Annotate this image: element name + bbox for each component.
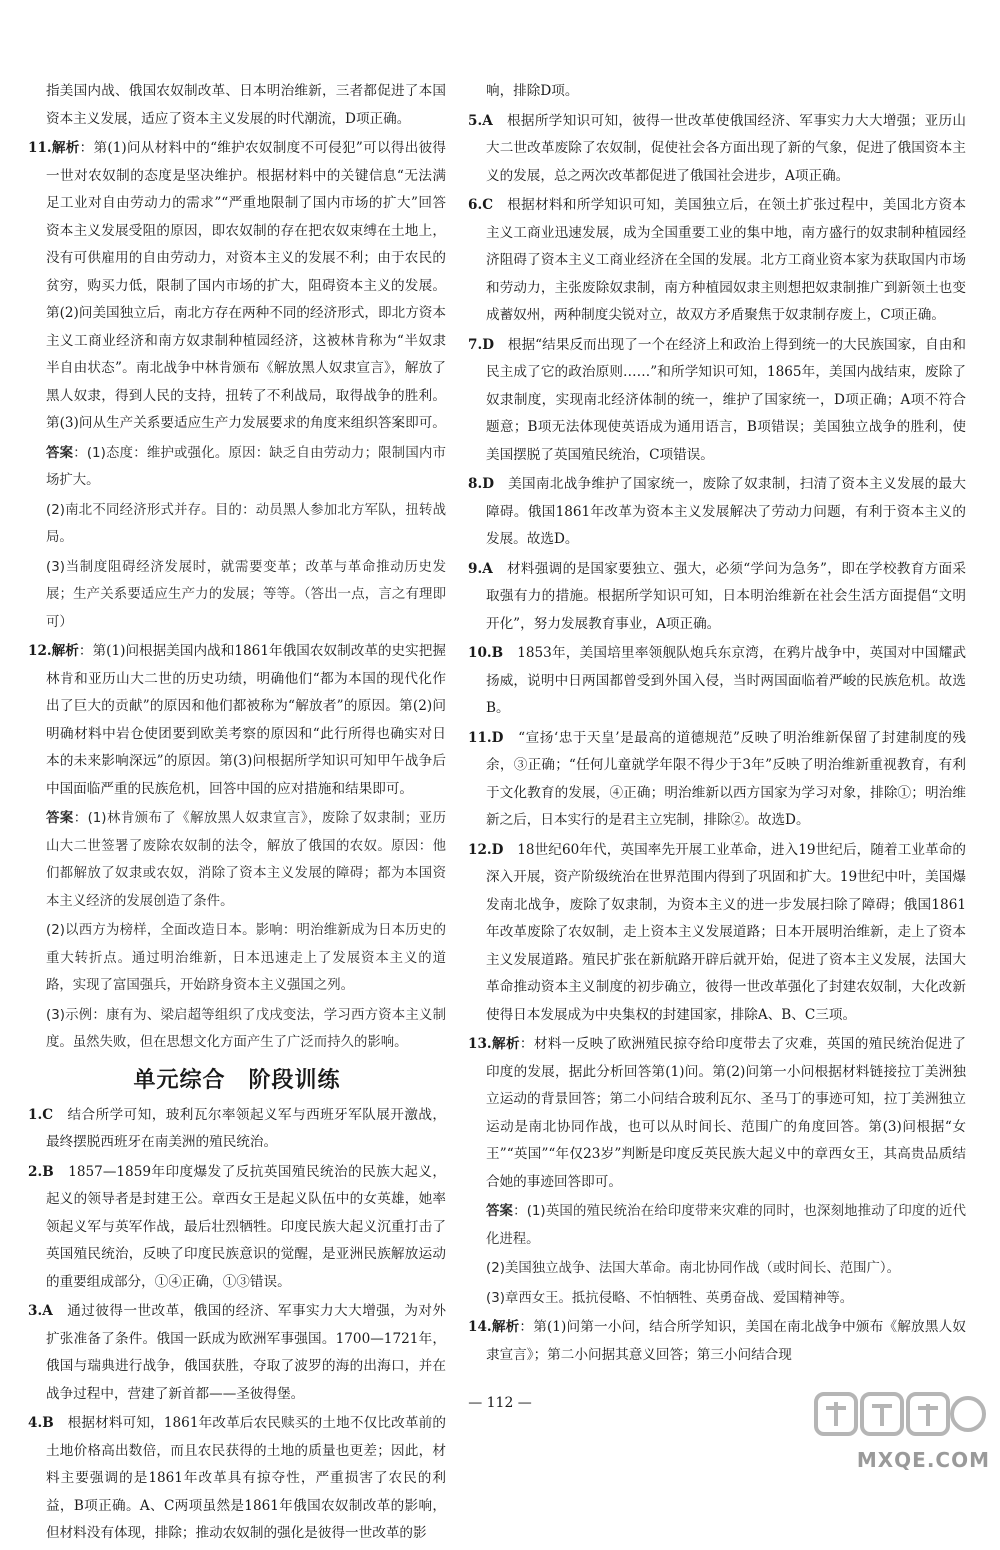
- left-q11-answer-3: (3)当制度阻碍经济发展时，就需要变革；改革与革命推动历史发展；生产关系要适应生产力的发展；等等。（答出一点，言之有理即可）: [46, 559, 446, 630]
- question-text: 通过彼得一世改革，俄国的经济、军事实力大大增强，为对外扩张准备了条件。俄国一跃成为欧洲军事强国。1700—1721年，俄国与瑞典进行战争，俄国获胜，夺取了波罗的海的出海口，并在战争过程中，营建了新首都——圣彼得堡。: [46, 1303, 447, 1402]
- right-question-5: [468, 108, 966, 191]
- question-text: 结合所学可知，玻利瓦尔率领起义军与西班牙军队展开激战，最终摆脱西班牙在南美洲的殖民统治。: [46, 1106, 447, 1150]
- left-question-12: 12.解析：第(1)问根据美国内战和1861年俄国农奴制改革的史实把握林肯和亚历山大二世的历史功绩，明确他们“都为本国的现代化作出了巨大的贡献”的原因和他们都被称为“解放者”的原因。第(2)问明确材料中岩仓使团要到欧美考察的原因和“此行所得也确实对日本的未来影响深远”的原因。第(3)问根据所学知识可知甲午战争后中国面临严重的民族危机，回答中国的应对措施和结果即可。: [28, 643, 447, 797]
- answer-choice: D: [482, 476, 494, 492]
- question-number: 1.: [28, 1106, 43, 1123]
- left-question-2: [28, 1159, 446, 1297]
- analysis-text: 第(1)问从材料中的“维护农奴制度不可侵犯”可以得出彼得一世对农奴制的态度是坚决维护。根据材料中的关键信息“无法满足工业对自由劳动力的需求”“严重地限制了国内市场的扩大”回答资本主义发展受阻的原因，即农奴制的存在把农奴束缚在土地上，没有可供雇用的自由劳动力，对资本主义的发展不利；由于农民的贫穷，购买力低，限制了国内市场的扩大，阻碍资本主义的发展。第(2)问美国独立后，南北方存在两种不同的经济形式，即北方资本主义工商业经济和南方奴隶制种植园经济，这被林肯称为“半奴隶半自由状态”。南北战争中林肯颁布《解放黑人奴隶宣言》，解放了黑人奴隶，得到人民的支持，扭转了不利战局，取得战争的胜利。第(3)问从生产关系要适应生产力发展要求的角度来组织答案即可。: [46, 140, 447, 431]
- question-text: 根据材料和所学知识可知，美国独立后，在领土扩张过程中，美国北方资本主义工商业迅速发展，成为全国重要工业的集中地，南方盛行的奴隶制种植园经济阻碍了资本主义工商业经济在全国的发展。北方工商业资本家为获取国内市场和劳动力，主张废除奴隶制，南方种植园奴隶主则想把奴隶制推广到新领土也变成蓄奴州，两种制度尖锐对立，故双方矛盾聚焦于奴隶制存废上，C项正确。: [486, 197, 967, 323]
- question-text: 1857—1859年印度爆发了反抗英国殖民统治的民族大起义，起义的领导者是封建王公。章西女王是起义队伍中的女英雄，她率领起义军与英军作战，最后壮烈牺牲。印度民族大起义沉重打击了英国殖民统治，反映了印度民族意识的觉醒，是亚洲民族解放运动的重要组成部分，①④正确，①③错误。: [46, 1163, 446, 1290]
- left-q12-answer-3: (3)示例：康有为、梁启超等组织了戊戌变法，学习西方资本主义制度。虽然失败，但在思想文化方面产生了广泛而持久的影响。: [46, 1007, 446, 1050]
- left-q12-answer-2: (2)以西方为榜样，全面改造日本。影响：明治维新成为日本历史的重大转折点。通过明治维新，日本迅速走上了发展资本主义的道路，实现了富国强兵，开始跻身资本主义强国之列。: [46, 923, 446, 993]
- answer-choice: D: [491, 841, 504, 858]
- right-question-7: [468, 332, 966, 470]
- question-number: 4.: [28, 1415, 43, 1431]
- answer-choice: B: [491, 645, 504, 661]
- answer-choice: C: [42, 1106, 54, 1123]
- question-number: 6.: [468, 197, 483, 213]
- analysis-text: 第(1)问根据美国内战和1861年俄国农奴制改革的史实把握林肯和亚历山大二世的历史功绩，明确他们“都为本国的现代化作出了巨大的贡献”的原因和他们都被称为“解放者”的原因。第(2)问明确材料中岩仓使团要到欧美考察的原因和“此行所得也确实对日本的未来影响深远”的原因。第(3)问根据所学知识可知甲午战争后中国面临严重的民族危机，回答中国的应对措施和结果即可。: [46, 643, 447, 797]
- answer-part-1: (1)林肯颁布了《解放黑人奴隶宣言》，废除了奴隶制；亚历山大二世签署了废除农奴制的法令，解放了俄国的农奴。原因：他们都解放了奴隶或农奴，消除了资本主义发展的障碍；都为本国资本主义经济的发展创造了条件。: [46, 811, 447, 909]
- question-text: 根据“结果反而出现了一个在经济上和政治上得到统一的大民族国家，自由和民主成了它的政治原则……”和所学知识可知，1865年，美国内战结束，废除了奴隶制度，实现南北经济体制的统一，维护了国家统一，D项正确；A项不符合题意；B项无法体现使英语成为通用语言，B项错误；美国独立战争的胜利，使美国摆脱了英国殖民统治，C项错误。: [486, 336, 967, 463]
- right-question-6: [468, 192, 966, 330]
- left-intro-text: 指美国内战、俄国农奴制改革、日本明治维新，三者都促进了本国资本主义发展，适应了资本主义发展的时代潮流，D项正确。: [46, 83, 446, 127]
- question-number: 2.: [28, 1163, 43, 1180]
- right-continuation-text: 响，排除D项。: [486, 83, 579, 99]
- analysis-label: 解析: [491, 1319, 520, 1335]
- answer-choice: A: [482, 112, 493, 129]
- right-question-13: 13.解析：材料一反映了欧洲殖民掠夺给印度带去了灾难，英国的殖民统治促进了印度的发展，据此分析回答第(1)问。第(2)问第一小问根据材料链接拉丁美洲独立运动的背景回答；第二小问结合玻利瓦尔、圣马丁的事迹可知，拉丁美洲独立运动是南北协同作战，也可以从时间长、范围广的角度回答。第(3)问根据“女王”“英国”“年仅23岁”判断是印度反英民族大起义中的章西女王，其高贵品质结合她的事迹回答即可。: [468, 1036, 967, 1190]
- question-text: 美国南北战争维护了国家统一，废除了奴隶制，扫清了资本主义发展的最大障碍。俄国1861年改革为资本主义发展解决了劳动力问题，有利于资本主义的发展。故选D。: [486, 476, 966, 547]
- answer-label: 答案: [486, 1204, 514, 1219]
- question-number: 13.: [468, 1036, 492, 1052]
- question-text: 根据材料可知，1861年改革后农民赎买的土地不仅比改革前的土地价格高出数倍，而且农民获得的土地的质量也更差；因此，材料主要强调的是1861年改革具有掠夺性，严重损害了农民的利益，B项正确。A、C两项虽然是1861年俄国农奴制改革的影响，但材料没有体现，排除；推动农奴制的强化是彼得一世改革的影: [46, 1415, 447, 1541]
- answer-label: 答案: [46, 811, 74, 826]
- answer-choice: A: [482, 560, 493, 577]
- left-q11-answer: 答案：(1)态度：维护或强化。原因：缺乏自由劳动力；限制国内市场扩大。: [46, 445, 447, 488]
- question-text: “宣扬‘忠于天皇’是最高的道德规范”反映了明治维新保留了封建制度的残余，③正确；“任何儿童就学年限不得少于3年”反映了明治维新重视教育，有利于文化教育的发展，④正确；明治维新以西方国家为学习对象，排除①；明治维新之后，日本实行的是君主立宪制，排除②。故选D。: [486, 729, 966, 828]
- answer-label: 答案: [46, 445, 74, 461]
- analysis-text: 第(1)问第一小问，结合所学知识，美国在南北战争中颁布《解放黑人奴隶宣言》；第二小问据其意义回答；第三小问结合现: [486, 1319, 967, 1363]
- right-q13-answer-3: (3)章西女王。抵抗侵略、不怕牺牲、英勇奋战、爱国精神等。: [486, 1290, 854, 1306]
- right-question-11: [468, 725, 966, 835]
- answer-choice: B: [42, 1163, 54, 1180]
- question-number: 12.: [28, 643, 52, 659]
- left-q11-answer-2: (2)南北不同经济形式并存。目的：动员黑人参加北方军队，扭转战局。: [46, 502, 446, 545]
- question-number: 14.: [468, 1319, 492, 1335]
- analysis-text: 材料一反映了欧洲殖民掠夺给印度带去了灾难，英国的殖民统治促进了印度的发展，据此分析回答第(1)问。第(2)问第一小问根据材料链接拉丁美洲独立运动的背景回答；第二小问结合玻利瓦尔、圣马丁的事迹可知，拉丁美洲独立运动是南北协同作战，也可以从时间长、范围广的角度回答。第(3)问根据“女王”“英国”“年仅23岁”判断是印度反英民族大起义中的章西女王，其高贵品质结合她的事迹回答即可。: [486, 1036, 967, 1190]
- question-number: 3.: [28, 1303, 43, 1319]
- answer-choice: D: [491, 729, 504, 746]
- analysis-label: 解析: [51, 643, 79, 659]
- left-question-1: [28, 1102, 446, 1157]
- answer-part-1: (1)态度：维护或强化。原因：缺乏自由劳动力；限制国内市场扩大。: [46, 445, 447, 488]
- right-question-10: [468, 640, 966, 723]
- right-question-12: [468, 837, 966, 1030]
- left-column: [28, 78, 446, 1550]
- answer-choice: A: [42, 1303, 53, 1319]
- page-number: — 112 —: [468, 1395, 532, 1411]
- question-number: 11.: [28, 140, 52, 156]
- left-question-3: [28, 1298, 446, 1408]
- right-q13-answer: 答案：(1)英国的殖民统治在给印度带来灾难的同时，也深刻地推动了印度的近代化进程。: [486, 1204, 967, 1247]
- answer-part-1: (1)英国的殖民统治在给印度带来灾难的同时，也深刻地推动了印度的近代化进程。: [486, 1204, 967, 1247]
- right-question-8: [468, 471, 966, 554]
- question-number: 10.: [468, 645, 492, 661]
- section-title: 单元综合 阶段训练: [133, 1067, 341, 1093]
- question-text: 18世纪60年代，英国率先开展工业革命，进入19世纪后，随着工业革命的深入开展，资产阶级统治在世界范围内得到了巩固和扩大。19世纪中叶，美国爆发南北战争，废除了奴隶制，为资本主义的进一步发展扫除了障碍；俄国1861年改革废除了农奴制，走上资本主义发展道路；日本开展明治维新，走上了资本主义发展道路。殖民扩张在新航路开辟后就开始，促进了资本主义发展，法国大革命推动资本主义制度的初步确立，彼得一世改革强化了封建农奴制，大化改新使得日本发展成为中央集权的封建国家，排除A、B、C三项。: [486, 841, 967, 1023]
- right-question-14: 14.解析：第(1)问第一小问，结合所学知识，美国在南北战争中颁布《解放黑人奴隶宣言》；第二小问据其意义回答；第三小问结合现: [468, 1319, 967, 1363]
- question-text: 根据所学知识可知，彼得一世改革使俄国经济、军事实力大大增强；亚历山大二世改革废除了农奴制，促使社会各方面出现了新的气象，促进了俄国资本主义的发展，总之两次改革都促进了俄国社会进步，A项正确。: [486, 112, 967, 184]
- question-number: 5.: [468, 112, 483, 129]
- analysis-label: 解析: [491, 1036, 520, 1052]
- answer-choice: D: [482, 336, 494, 353]
- question-number: 11.: [468, 729, 492, 746]
- question-text: 材料强调的是国家要独立、强大，必须“学问为急务”，即在学校教育方面采取强有力的措施。根据所学知识可知，日本明治维新在社会生活方面提倡“文明开化”，努力发展教育事业，A项正确。: [486, 560, 967, 632]
- question-number: 9.: [468, 560, 483, 577]
- left-question-11: 11.解析：第(1)问从材料中的“维护农奴制度不可侵犯”可以得出彼得一世对农奴制的态度是坚决维护。根据材料中的关键信息“无法满足工业对自由劳动力的需求”“严重地限制了国内市场的扩大”回答资本主义发展受阻的原因，即农奴制的存在把农奴束缚在土地上，没有可供雇用的自由劳动力，对资本主义的发展不利；由于农民的贫穷，购买力低，限制了国内市场的扩大，阻碍资本主义的发展。第(2)问美国独立后，南北方存在两种不同的经济形式，即北方资本主义工商业经济和南方奴隶制种植园经济，这被林肯称为“半奴隶半自由状态”。南北战争中林肯颁布《解放黑人奴隶宣言》，解放了黑人奴隶，得到人民的支持，扭转了不利战局，取得战争的胜利。第(3)问从生产关系要适应生产力发展要求的角度来组织答案即可。: [28, 140, 447, 431]
- right-column: [468, 78, 966, 1371]
- left-question-4: [28, 1410, 446, 1548]
- right-question-9: [468, 556, 966, 639]
- question-number: 7.: [468, 336, 483, 353]
- answer-choice: B: [42, 1415, 54, 1431]
- left-q12-answer: 答案：(1)林肯颁布了《解放黑人奴隶宣言》，废除了奴隶制；亚历山大二世签署了废除农奴制的法令，解放了俄国的农奴。原因：他们都解放了奴隶或农奴，消除了资本主义发展的障碍；都为本国资本主义经济的发展创造了条件。: [46, 811, 447, 909]
- question-number: 12.: [468, 841, 492, 858]
- question-text: 1853年，美国培里率领舰队炮兵东京湾，在鸦片战争中，英国对中国耀武扬威，说明中日两国都曾受到外国入侵，当时两国面临着严峻的民族危机。故选B。: [486, 645, 967, 716]
- right-q13-answer-2: (2)美国独立战争、法国大革命。南北协同作战（或时间长、范围广）。: [486, 1261, 900, 1276]
- question-number: 8.: [468, 476, 483, 492]
- watermark-text: MXQE.COM: [856, 1448, 990, 1472]
- answer-choice: C: [482, 197, 494, 213]
- analysis-label: 解析: [51, 140, 80, 156]
